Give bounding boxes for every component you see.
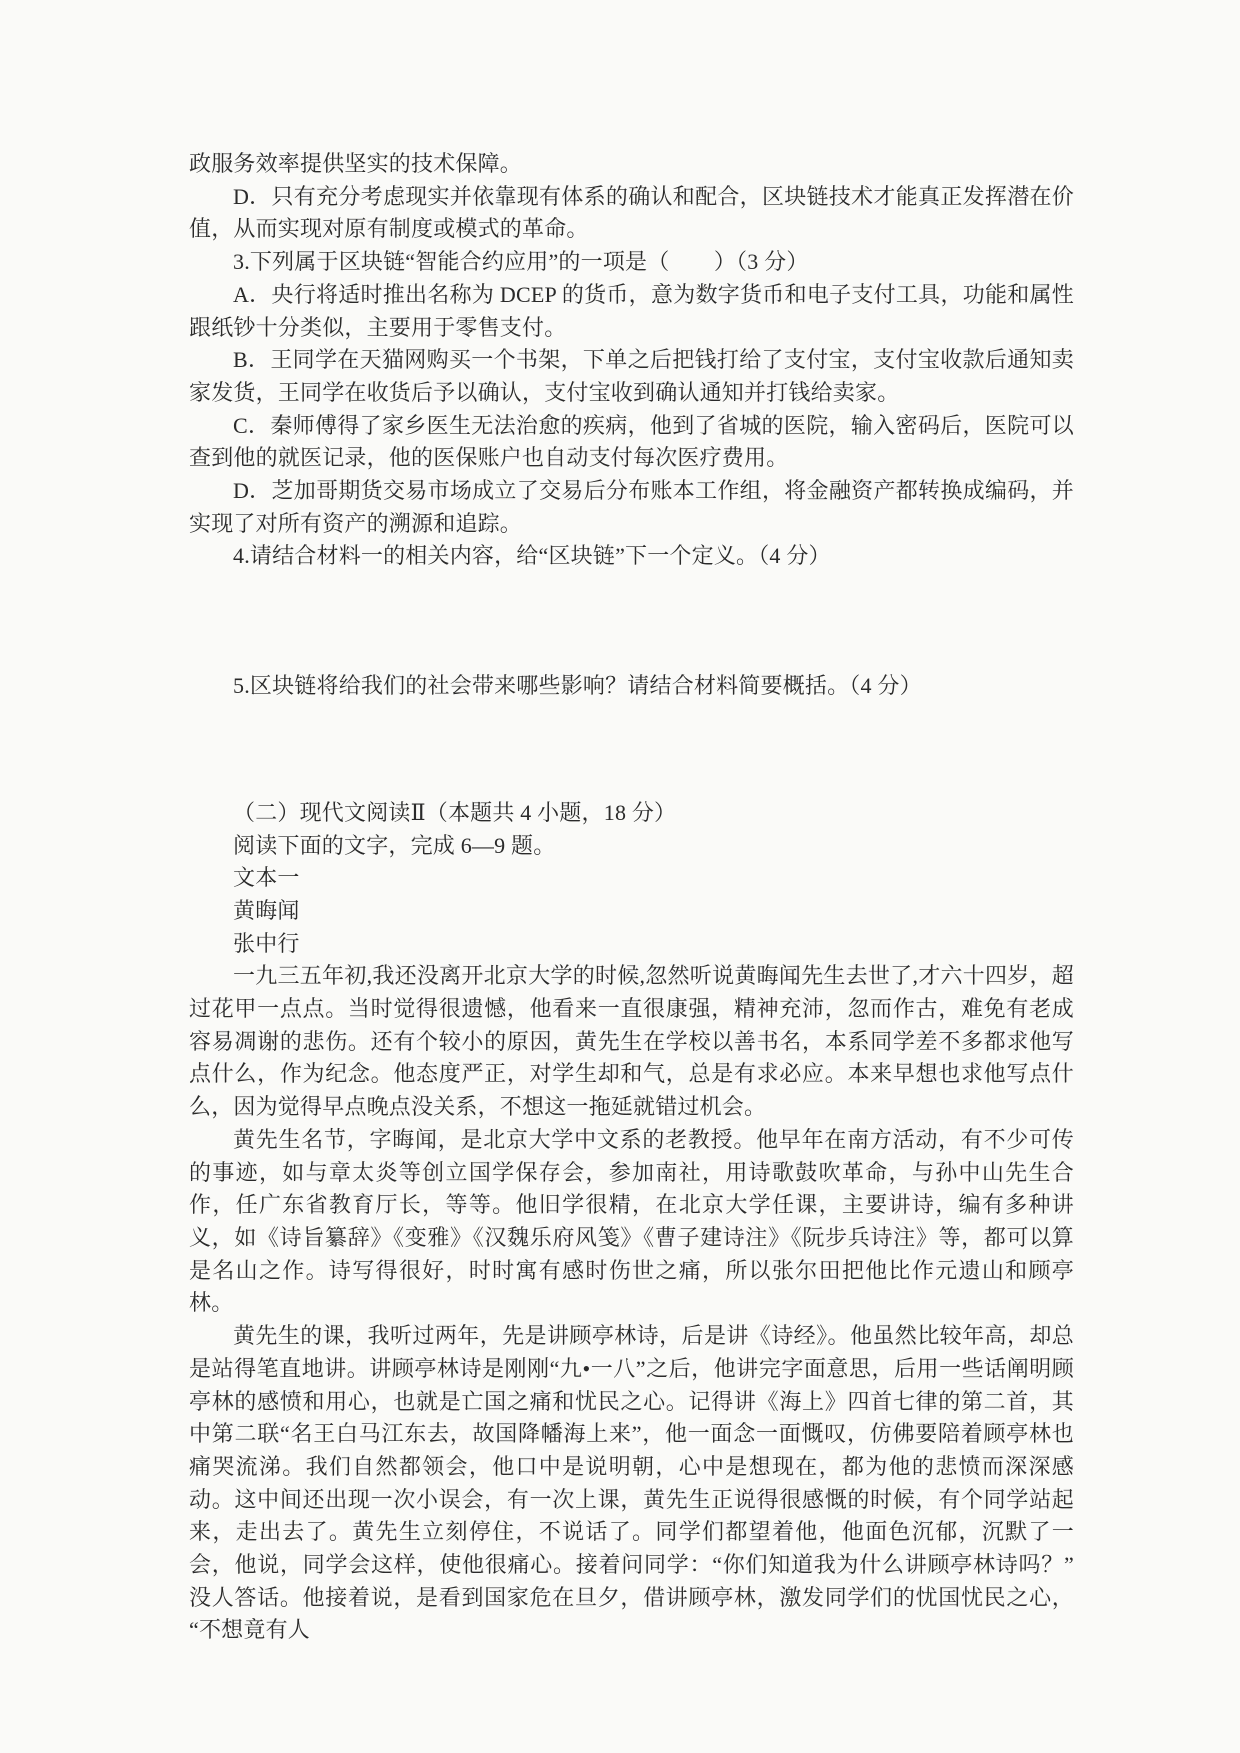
essay-paragraph-2: 黄先生名节，字晦闻，是北京大学中文系的老教授。他早年在南方活动，有不少可传的事迹，如与章太炎等创立国学保存会，参加南社，用诗歌鼓吹革命，与孙中山先生合作，任广东省教育厅长，等等。他旧学很精，在北京大学任课，主要讲诗，编有多种讲义，如《诗旨纂辞》《变雅》《汉魏乐府风笺》《曹子建诗注》《阮步兵诗注》等，都可以算是名山之作。诗写得很好，时时寓有感时伤世之痛，所以张尔田把他比作元遗山和顾亭林。	[189, 1126, 1074, 1316]
text-one-label: 文本一	[233, 865, 300, 891]
question3-option-b: B．王同学在天猫网购买一个书架，下单之后把钱打给了支付宝，支付宝收款后通知卖家发货，王同学在收货后予以确认，支付宝收到确认通知并打钱给卖家。	[189, 347, 1074, 405]
question2-option-d: D．只有充分考虑现实并依靠现有体系的确认和配合，区块链技术才能真正发挥潜在价值，从而实现对原有制度或模式的革命。	[189, 183, 1074, 242]
body-text-continuation: 政服务效率提供坚实的技术保障。	[189, 151, 523, 176]
essay-title: 黄晦闻	[233, 897, 300, 923]
question-3: 3.下列属于区块链“智能合约应用”的一项是（ ）（3 分）	[233, 249, 809, 275]
essay-paragraph-3: 黄先生的课，我听过两年，先是讲顾亭林诗，后是讲《诗经》。他虽然比较年高，却总是站得笔直地讲。讲顾亭林诗是刚刚“九•一八”之后，他讲完字面意思，后用一些话阐明顾亭林的感愤和用心，也就是亡国之痛和忧民之心。记得讲《海上》四首七律的第二首，其中第二联“名王白马江东去，故国降幡海上来”，他一面念一面慨叹，仿佛要陪着顾亭林也痛哭流涕。我们自然都领会，他口中是说明朝，心中是想现在，都为他的悲愤而深深感动。这中间还出现一次小误会，有一次上课，黄先生正说得很感慨的时候，有个同学站起来，走出去了。黄先生立刻停住，不说话了。同学们都望着他，他面色沉郁，沉默了一会，他说，同学会这样，使他很痛心。接着问同学：“你们知道我为什么讲顾亭林诗吗？”没人答话。他接着说，是看到国家危在旦夕，借讲顾亭林，激发同学们的忧国忧民之心，“不想竟有人	[189, 1323, 1074, 1643]
question3-option-d: D．芝加哥期货交易市场成立了交易后分布账本工作组，将金融资产都转换成编码，并实现了对所有资产的溯源和追踪。	[189, 478, 1074, 536]
exam-text-column	[189, 148, 1074, 1647]
essay-author: 张中行	[233, 930, 300, 956]
essay-paragraph-1: 一九三五年初,我还没离开北京大学的时候,忽然听说黄晦闻先生去世了,才六十四岁，超过花甲一点点。当时觉得很遗憾，他看来一直很康强，精神充沛，忽而作古，难免有老成容易凋谢的悲伤。还有个较小的原因，黄先生在学校以善书名，本系同学差不多都求他写点什么，作为纪念。他态度严正，对学生却和气，总是有求必应。本来早想也求他写点什么，因为觉得早点晚点没关系，不想这一拖延就错过机会。	[189, 963, 1074, 1120]
question-4: 4.请结合材料一的相关内容，给“区块链”下一个定义。（4 分）	[233, 543, 831, 569]
question-5: 5.区块链将给我们的社会带来哪些影响？请结合材料简要概括。（4 分）	[233, 673, 922, 699]
question3-option-a: A．央行将适时推出名称为 DCEP 的货币，意为数字货币和电子支付工具，功能和属性跟纸钞十分类似，主要用于零售支付。	[189, 281, 1074, 340]
section-2-heading: （二）现代文阅读Ⅱ（本题共 4 小题，18 分）	[233, 799, 677, 825]
question3-option-c: C．秦师傅得了家乡医生无法治愈的疾病，他到了省城的医院，输入密码后，医院可以查到他的就医记录，他的医保账户也自动支付每次医疗费用。	[189, 412, 1074, 471]
reading-instruction: 阅读下面的文字，完成 6—9 题。	[233, 832, 556, 858]
